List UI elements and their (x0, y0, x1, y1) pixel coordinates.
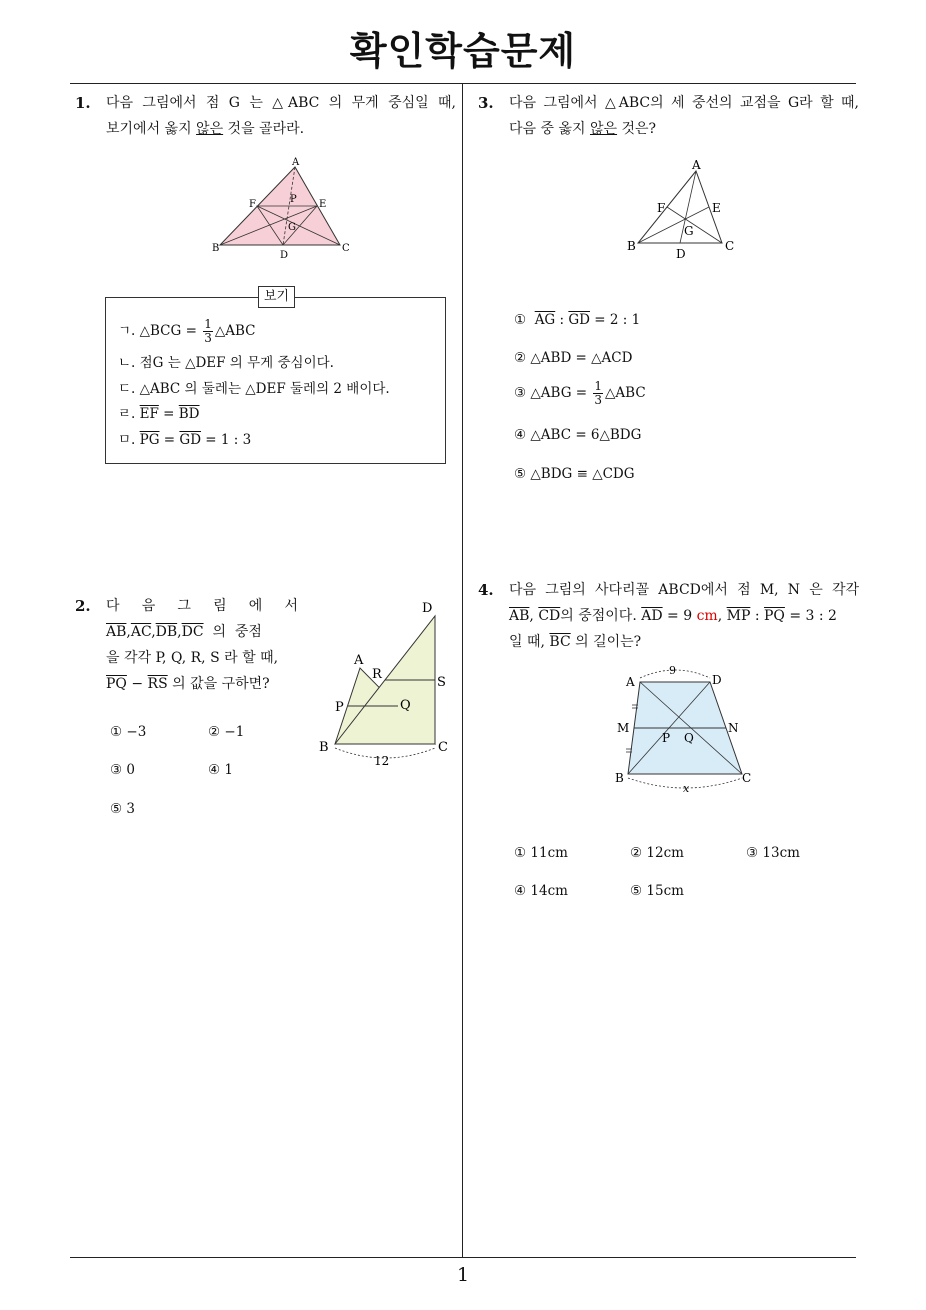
q3-text (509, 90, 859, 142)
q4-label-top: 9 (669, 664, 676, 677)
q4-option-3[interactable]: ③ 13cm (746, 845, 800, 861)
q2-option-1[interactable]: ① −3 (110, 724, 147, 740)
q1-item-2: ㄴ. 점G 는 △DEF 의 무게 중심이다. (118, 355, 334, 371)
q2-option-5[interactable]: ⑤ 3 (110, 801, 135, 817)
q2-option-2[interactable]: ② −1 (208, 724, 245, 740)
q4-label-b: B (615, 771, 624, 785)
q2-label-p: P (335, 700, 344, 715)
q2-line3: 을 각각 P, Q, R, S 라 할 때, (106, 650, 279, 666)
q1-item-5: ㅁ. $\overline{PG} = \overline{GD} = 1$ : 3 (118, 432, 252, 448)
q3-option-5[interactable]: ⑤ △BDG ≡ △CDG (514, 466, 635, 482)
q4-label-q: Q (684, 731, 694, 745)
q2-label-s: S (437, 675, 446, 690)
q4-line3: 일 때, $\overline{BC}$ 의 길이는? (509, 634, 642, 650)
q3-label-c: C (725, 239, 735, 253)
q2-label-q: Q (400, 698, 411, 713)
q4-label-p: P (662, 731, 671, 745)
q4-option-5[interactable]: ⑤ 15cm (630, 883, 684, 899)
page-number: 1 (456, 1264, 470, 1286)
q2-number: 2. (75, 597, 91, 615)
q1-label-e: E (319, 199, 327, 210)
bottom-divider (70, 1257, 856, 1258)
q3-figure (620, 155, 745, 265)
q1-item-3: ㄷ. △ABC 의 둘레는 △DEF 둘레의 2 배이다. (118, 381, 390, 397)
q4-label-d: D (712, 673, 722, 687)
q2-option-3[interactable]: ③ 0 (110, 762, 135, 778)
q4-line1: 다음 그림의 사다리꼴 ABCD에서 점 M, N 은 각각 (509, 582, 859, 598)
q2-label-b: B (319, 740, 329, 755)
q4-label-m: M (617, 721, 630, 735)
q2-label-a: A (354, 653, 364, 668)
q1-label-g: G (288, 222, 296, 233)
q1-figure (205, 155, 355, 260)
page-title: 확인학습문제 (349, 29, 577, 73)
q1-item-1: ㄱ. △BCG = $\frac{1}{3}$ △ABC (118, 317, 256, 345)
q3-label-g: G (684, 224, 694, 238)
q1-item-4: ㄹ. $\overline{EF} = \overline{BD}$ (118, 406, 200, 422)
q4-label-bottom: x (683, 782, 690, 795)
q2-line2: $\overline{AB},\overline{AC},\overline{DB},\overline{DC}$ 의 중점 (106, 624, 262, 640)
q1-number: 1. (75, 94, 91, 112)
q2-label-length: 12 (374, 754, 390, 768)
q3-label-e: E (712, 201, 721, 215)
q4-label-a: A (626, 675, 635, 689)
q1-box-label: 보기 (258, 286, 295, 308)
q2-line1: 다 음 그 림 에 서 (106, 598, 298, 614)
q3-option-1[interactable]: ① $\overline{AG}$ : $\overline{GD} = 2$ : 1 (514, 312, 641, 328)
q2-line4: $\overline{PQ} - \overline{RS}$ 의 값을 구하면? (106, 676, 270, 692)
q1-label-b: B (212, 243, 220, 254)
q2-label-c: C (438, 740, 448, 755)
q3-label-b: B (627, 239, 636, 253)
q1-label-p: P (290, 194, 297, 205)
q3-label-d: D (676, 247, 686, 261)
q4-text (509, 577, 859, 655)
q3-number: 3. (478, 94, 494, 112)
q2-text (106, 593, 298, 697)
q1-label-f: F (249, 199, 256, 210)
q3-label-f: F (657, 201, 666, 215)
q1-label-a: A (292, 157, 300, 168)
q4-option-4[interactable]: ④ 14cm (514, 883, 568, 899)
q2-label-r: R (372, 667, 382, 682)
q1-text (106, 90, 456, 142)
q4-label-c: C (742, 771, 752, 785)
top-divider (70, 83, 856, 84)
q2-figure (312, 598, 454, 770)
q3-option-4[interactable]: ④ △ABC = 6△BDG (514, 427, 642, 443)
q4-figure (610, 660, 760, 795)
q1-label-c: C (342, 243, 350, 254)
q2-label-d: D (422, 601, 433, 616)
q4-option-1[interactable]: ① 11cm (514, 845, 568, 861)
q1-line1: 다음 그림에서 점 G 는 △ABC 의 무게 중심일 때, (106, 95, 456, 111)
q2-option-4[interactable]: ④ 1 (208, 762, 233, 778)
q3-label-a: A (692, 158, 701, 172)
q1-label-d: D (280, 250, 289, 260)
q3-line2: 다음 중 옳지 않은 것은? (509, 121, 657, 137)
q1-line2: 보기에서 옳지 않은 것을 골라라. (106, 121, 305, 137)
q4-number: 4. (478, 581, 494, 599)
q3-option-3[interactable]: ③ △ABG = $\frac{1}{3}$ △ABC (514, 379, 646, 407)
q3-line1: 다음 그림에서 △ABC의 세 중선의 교점을 G라 할 때, (509, 95, 859, 111)
column-divider (462, 83, 463, 1258)
q4-option-2[interactable]: ② 12cm (630, 845, 684, 861)
q4-label-n: N (728, 721, 739, 735)
q4-line2: $\overline{AB}$, $\overline{CD}$의 중점이다. $\overline{AD} = 9$ cm, $\overline{MP}$ : $\overline{PQ} = 3$ : 2 (509, 608, 837, 624)
q3-option-2[interactable]: ② △ABD = △ACD (514, 350, 633, 366)
